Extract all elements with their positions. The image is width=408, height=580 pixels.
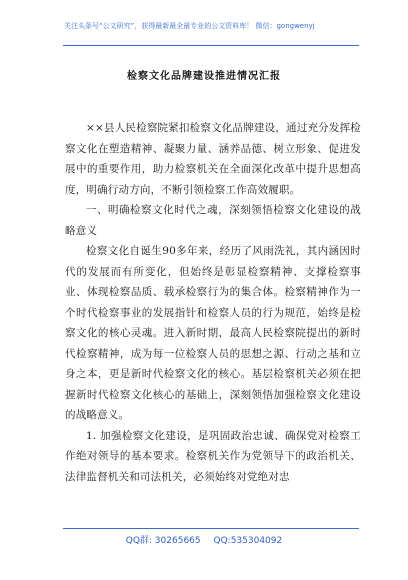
footer-contact [0,533,408,546]
paragraph-intro: ××县人民检察院紧扣检察文化品牌建设，通过充分发挥检察文化在塑造精神、凝聚力量、涵养品德、树立形象、促进发展中的重要作用，助力检察机关在全面深化改革中提升思想高度，明确行动方向，不断引领检察工作高效履职。 [65,122,361,196]
header-divider [63,45,359,46]
header-banner: 关注头条号“公文研究”，获得最新最全最专业的公文资料库！ 微信：gongwenyj [64,22,315,30]
document-title: 检察文化品牌建设推进情况汇报 [127,71,281,82]
paragraph-point-1: 1. 加强检察文化建设，是巩固政治忠诚、确保党对检察工作绝对领导的基本要求。检察机关作为党领导下的政治机关、法律监督机关和司法机关，必须始终对党绝对忠 [65,429,361,483]
footer-qq-number: QQ:535304092 [213,536,283,546]
document-body [65,118,361,536]
section-heading-1: 一、明确检察文化时代之魂，深刻领悟检察文化建设的战略意义 [65,204,361,237]
footer-divider [63,528,359,529]
footer-qq-group: QQ群: 30265665 [125,536,201,546]
paragraph-culture-history: 检察文化自诞生90多年来，经历了风雨洗礼，其内涵因时代的发展而有所变化，但始终是彰显检察精神、支撑检察事业、体现检察品质、载承检察行为的集合体。检察精神作为一个时代检察事业的发展指针和检察人员的行为规范，始终是检察文化的核心灵魂。进入新时期，最高人民检察院提出的新时代检察精神，成为每一位检察人员的思想之源、行动之基和立身之本，更是新时代检察文化的核心。基层检察机关必须在把握新时代检察文化核心的基础上，深刻领悟加强检察文化建设的战略意义。 [65,245,361,421]
